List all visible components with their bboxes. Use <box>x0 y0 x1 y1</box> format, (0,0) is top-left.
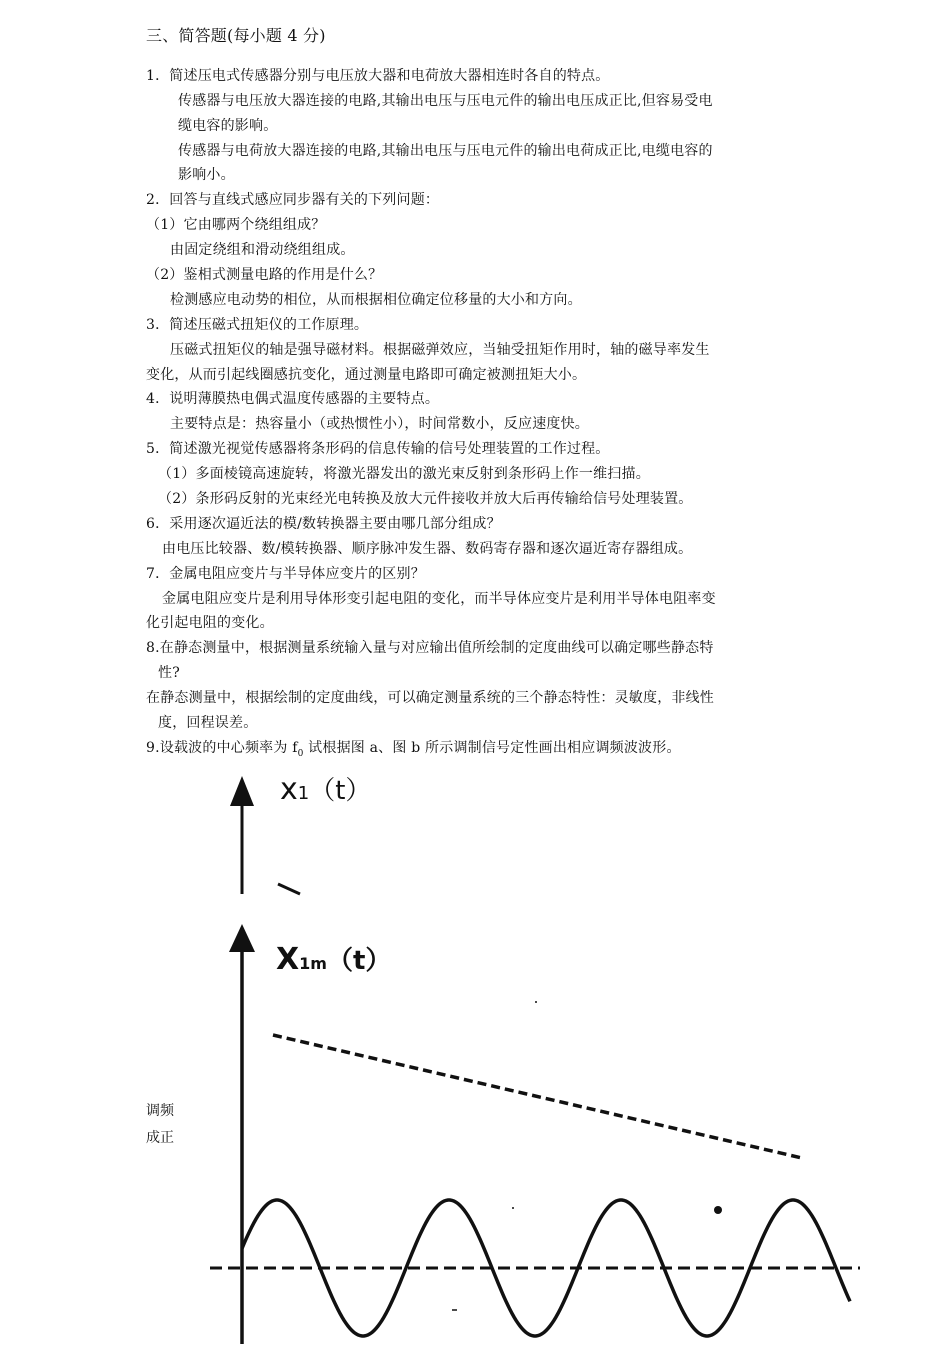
answer-1-line-2: 缆电容的影响。 <box>178 118 278 134</box>
answer-5-line-2: （2）条形码反射的光束经光电转换及放大元件接收并放大后再传输给信号处理装置。 <box>158 491 693 507</box>
answer-2-part-2: 检测感应电动势的相位，从而根据相位确定位移量的大小和方向。 <box>170 292 582 308</box>
figure-canvas <box>0 770 950 1344</box>
answer-4: 主要特点是：热容量小（或热惯性小），时间常数小，反应速度快。 <box>170 416 589 432</box>
question-6: 6．采用逐次逼近法的模/数转换器主要由哪几部分组成？ <box>146 516 501 532</box>
axis-b-arrow <box>229 924 255 952</box>
answer-3-line-2: 变化，从而引起线圈感抗变化，通过测量电路即可确定被测扭矩大小。 <box>146 367 587 383</box>
section-title: 三、简答题(每小题 4 分) <box>146 26 326 45</box>
answer-6: 由电压比较器、数/模转换器、顺序脉冲发生器、数码寄存器和逐次逼近寄存器组成。 <box>162 541 693 557</box>
question-1: 1．简述压电式传感器分别与电压放大器和电荷放大器相连时各自的特点。 <box>146 68 610 84</box>
answer-1-line-4: 影响小。 <box>178 167 235 183</box>
figure-a-label-main: x <box>280 772 298 807</box>
question-2: 2．回答与直线式感应同步器有关的下列问题： <box>146 192 440 208</box>
answer-1-line-3: 传感器与电荷放大器连接的电路,其输出电压与压电元件的输出电荷成正比,电缆电容的 <box>178 143 713 159</box>
answer-8-line-2: 度，回程误差。 <box>158 715 258 731</box>
figure-b-label-main: X <box>276 942 300 977</box>
axis-a-arrow <box>230 776 254 806</box>
question-9-subscript: 0 <box>297 748 304 759</box>
side-text-line-1: 调频 <box>146 1103 174 1119</box>
answer-8-line-1: 在静态测量中，根据绘制的定度曲线，可以确定测量系统的三个静态特性：灵敏度，非线性 <box>146 690 714 706</box>
side-text-line-2: 成正 <box>146 1130 174 1146</box>
question-8-line-1: 8.在静态测量中，根据测量系统输入量与对应输出值所绘制的定度曲线可以确定哪些静态特 <box>146 640 714 656</box>
question-9 <box>146 738 681 764</box>
figure-a-label <box>280 770 371 807</box>
scan-speck <box>535 1001 537 1003</box>
question-3: 3．简述压磁式扭矩仪的工作原理。 <box>146 317 369 333</box>
question-4: 4．说明薄膜热电偶式温度传感器的主要特点。 <box>146 391 440 407</box>
question-5: 5．简述激光视觉传感器将条形码的信息传输的信号处理装置的工作过程。 <box>146 441 610 457</box>
answer-7-line-2: 化引起电阻的变化。 <box>146 615 274 631</box>
figure-b-label-sub: 1m <box>299 954 327 973</box>
figure-a-label-arg: （t） <box>309 776 372 806</box>
answer-2-part-1: 由固定绕组和滑动绕组组成。 <box>170 242 355 258</box>
scan-speck <box>714 1206 722 1214</box>
answer-1-line-1: 传感器与电压放大器连接的电路,其输出电压与压电元件的输出电压成正比,但容易受电 <box>178 93 713 109</box>
question-7: 7．金属电阻应变片与半导体应变片的区别？ <box>146 566 425 582</box>
figure-b-label <box>276 940 391 977</box>
answer-7-line-1: 金属电阻应变片是利用导体形变引起电阻的变化，而半导体应变片是利用半导体电阻率变 <box>162 591 716 607</box>
axis-a-fragment <box>278 884 300 894</box>
question-8-line-2: 性? <box>158 665 180 681</box>
question-9-text-before: 9.设载波的中心频率为 f <box>146 740 298 756</box>
modulation-figure <box>0 770 950 1344</box>
scan-speck <box>512 1207 514 1209</box>
question-9-text-after: 试根据图 a、图 b 所示调制信号定性画出相应调频波波形。 <box>303 740 681 756</box>
answer-3-line-1: 压磁式扭矩仪的轴是强导磁材料。根据磁弹效应，当轴受扭矩作用时，轴的磁导率发生 <box>170 342 710 358</box>
modulating-signal-dashed-line <box>273 1035 802 1158</box>
answer-5-line-1: （1）多面棱镜高速旋转，将激光器发出的激光束反射到条形码上作一维扫描。 <box>158 466 650 482</box>
figure-a-label-sub: 1 <box>297 783 310 804</box>
question-2-part-2: （2）鉴相式测量电路的作用是什么？ <box>146 267 383 283</box>
question-2-part-1: （1）它由哪两个绕组组成？ <box>146 217 326 233</box>
figure-b-label-arg: （t） <box>326 946 392 976</box>
